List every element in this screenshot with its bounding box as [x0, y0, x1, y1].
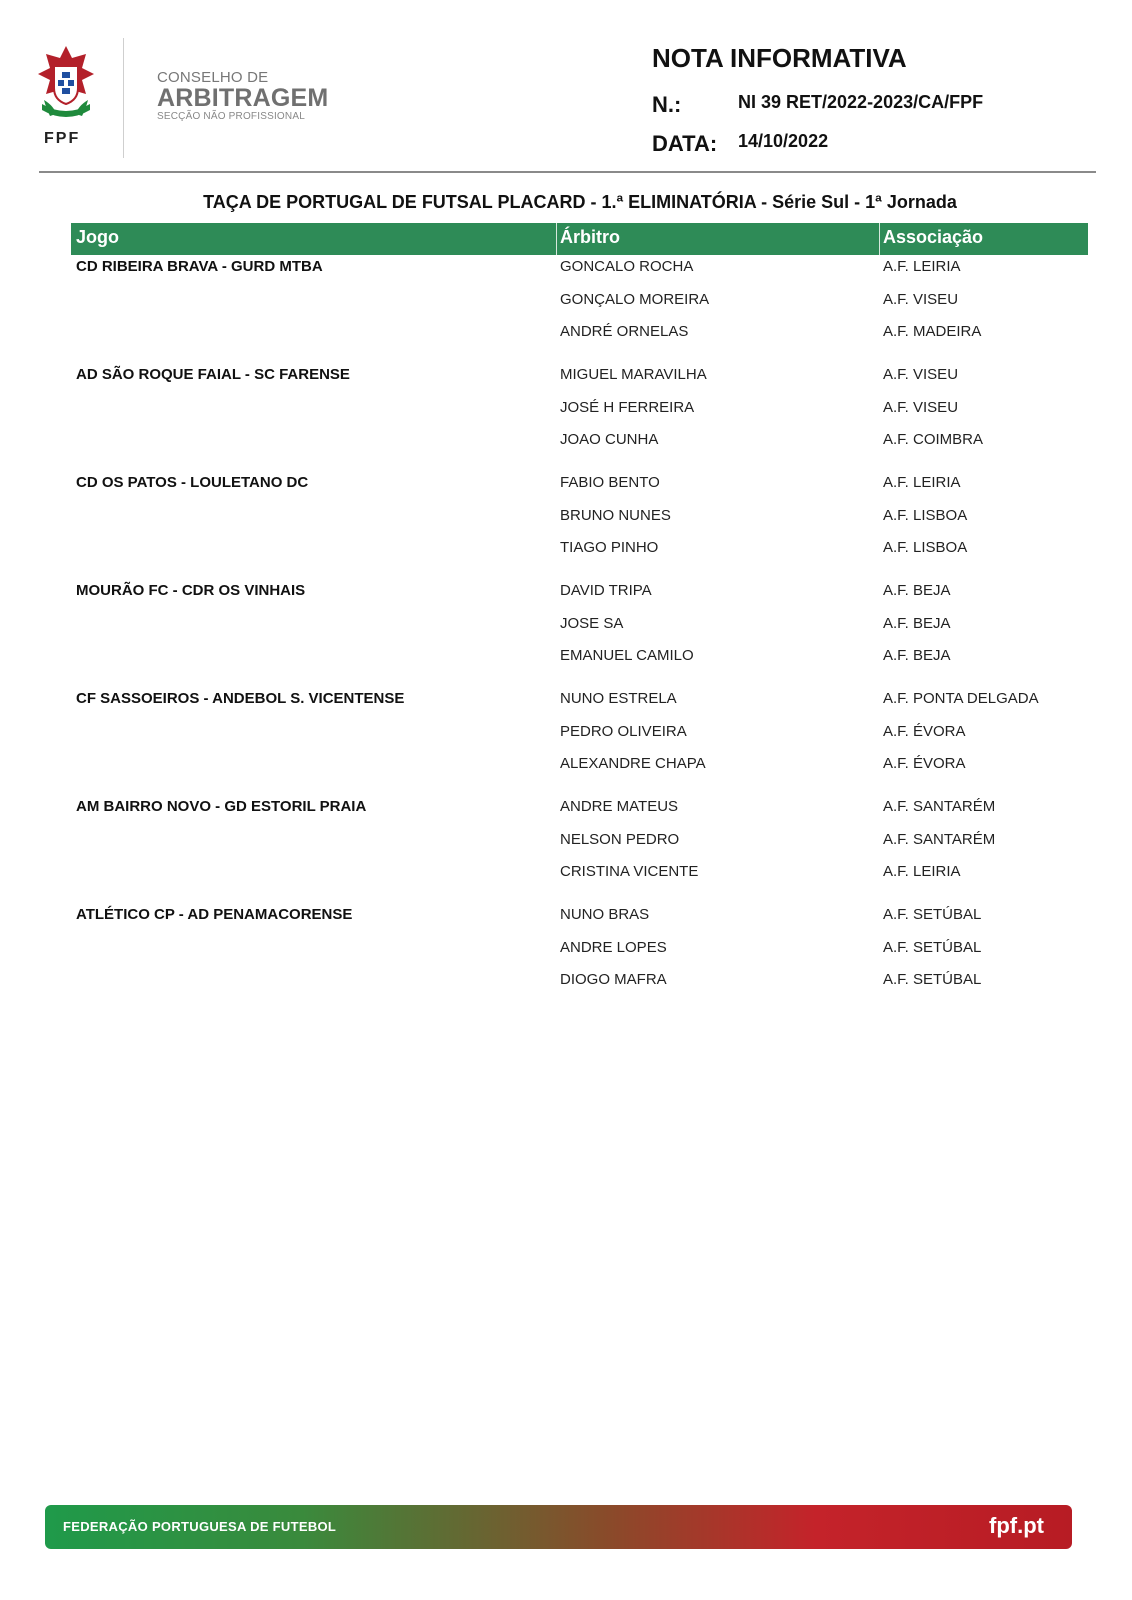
footer-website: fpf.pt [989, 1513, 1044, 1538]
document-title: NOTA INFORMATIVA [652, 43, 907, 73]
table-header-row [71, 223, 1088, 255]
referee-association: A.F. SANTARÉM [883, 830, 996, 848]
column-header-jogo: Jogo [76, 227, 119, 247]
referee-association: A.F. PONTA DELGADA [883, 690, 1039, 707]
date-label: DATA: [652, 131, 718, 156]
referee-association: A.F. VISEU [883, 398, 959, 416]
referee-name: TIAGO PINHO [560, 539, 659, 556]
referee-association: A.F. SETÚBAL [883, 938, 982, 956]
number-value: NI 39 RET/2022-2023/CA/FPF [738, 92, 984, 112]
column-separator [879, 223, 880, 255]
number-label: N.: [652, 92, 682, 117]
referee-association: A.F. VISEU [883, 366, 959, 383]
referee-association: A.F. SANTARÉM [883, 798, 996, 815]
referee-name: GONCALO ROCHA [560, 258, 694, 275]
referee-name: NUNO BRAS [560, 906, 650, 923]
game-name: CD OS PATOS - LOULETANO DC [76, 474, 309, 491]
header-rule [39, 171, 1096, 173]
referee-name: NELSON PEDRO [560, 830, 680, 848]
referee-name: CRISTINA VICENTE [560, 863, 699, 880]
referee-name: DIOGO MAFRA [560, 971, 667, 988]
conselho-line-2: ARBITRAGEM [157, 84, 329, 112]
column-header-associacao: Associação [883, 227, 984, 247]
referee-name: FABIO BENTO [560, 474, 660, 491]
document-header [0, 0, 1132, 175]
table-title: TAÇA DE PORTUGAL DE FUTSAL PLACARD - 1.ª ELIMINATÓRIA - Série Sul - 1ª Jornada [203, 192, 957, 212]
referee-name: GONÇALO MOREIRA [560, 290, 710, 308]
referee-association: A.F. LEIRIA [883, 474, 961, 491]
referee-association: A.F. ÉVORA [883, 755, 966, 772]
referee-name: NUNO ESTRELA [560, 690, 677, 707]
referee-name: EMANUEL CAMILO [560, 647, 694, 664]
referee-association: A.F. MADEIRA [883, 323, 982, 340]
game-name: AM BAIRRO NOVO - GD ESTORIL PRAIA [76, 798, 367, 815]
referee-name: DAVID TRIPA [560, 582, 652, 599]
game-name: CD RIBEIRA BRAVA - GURD MTBA [76, 258, 323, 275]
referee-name: PEDRO OLIVEIRA [560, 722, 687, 740]
game-name: ATLÉTICO CP - AD PENAMACORENSE [76, 906, 353, 923]
game-name: CF SASSOEIROS - ANDEBOL S. VICENTENSE [76, 690, 405, 707]
referee-name: JOSE SA [560, 614, 624, 632]
referee-association: A.F. LEIRIA [883, 258, 961, 275]
referee-association: A.F. LEIRIA [883, 863, 961, 880]
referee-name: JOAO CUNHA [560, 431, 659, 448]
referee-association: A.F. LISBOA [883, 506, 968, 524]
game-name: AD SÃO ROQUE FAIAL - SC FARENSE [76, 366, 350, 383]
referee-name: MIGUEL MARAVILHA [560, 366, 707, 383]
column-header-arbitro: Árbitro [560, 227, 620, 247]
conselho-line-1: CONSELHO DE [157, 69, 269, 86]
game-name: MOURÃO FC - CDR OS VINHAIS [76, 582, 306, 599]
referee-name: ANDRE LOPES [560, 938, 667, 956]
referee-association: A.F. SETÚBAL [883, 971, 982, 988]
referee-association: A.F. VISEU [883, 290, 959, 308]
referee-association: A.F. BEJA [883, 582, 951, 599]
referee-association: A.F. SETÚBAL [883, 906, 982, 923]
referee-name: ALEXANDRE CHAPA [560, 755, 706, 772]
referee-association: A.F. ÉVORA [883, 722, 966, 740]
referee-name: JOSÉ H FERREIRA [560, 398, 695, 416]
fpf-label: FPF [44, 130, 81, 147]
referee-association: A.F. BEJA [883, 614, 951, 632]
referee-name: ANDRE MATEUS [560, 798, 679, 815]
referee-association: A.F. BEJA [883, 647, 951, 664]
date-value: 14/10/2022 [738, 131, 829, 151]
footer-banner [45, 1505, 1072, 1549]
column-separator [556, 223, 557, 255]
fpf-crest-icon [36, 44, 96, 124]
header-divider [123, 38, 124, 158]
conselho-line-3: SECÇÃO NÃO PROFISSIONAL [157, 111, 305, 122]
referee-association: A.F. COIMBRA [883, 431, 984, 448]
footer-federation-name: FEDERAÇÃO PORTUGUESA DE FUTEBOL [63, 1519, 337, 1534]
referee-association: A.F. LISBOA [883, 539, 968, 556]
referee-name: ANDRÉ ORNELAS [560, 323, 689, 340]
referee-name: BRUNO NUNES [560, 506, 671, 524]
